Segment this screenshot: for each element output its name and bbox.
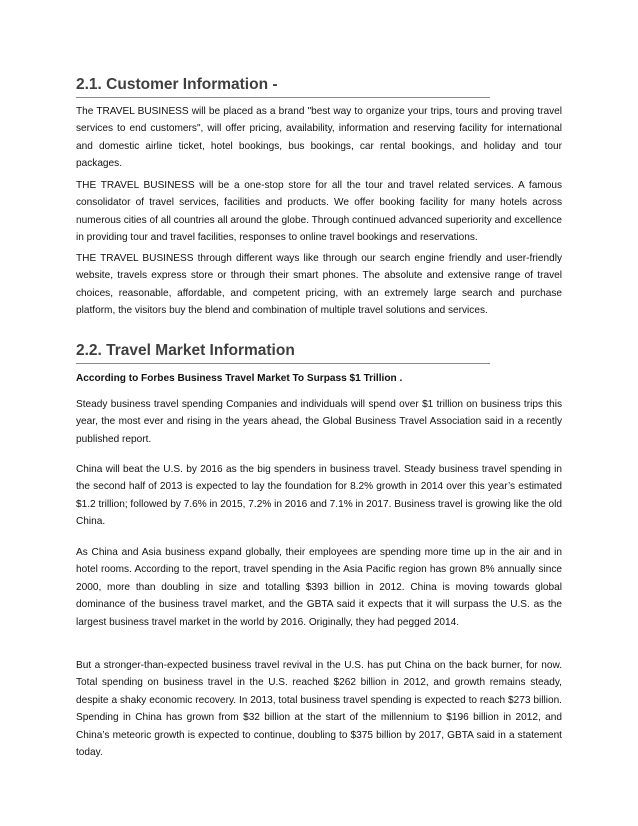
subheading-forbes: According to Forbes Business Travel Market To Surpass $1 Trillion . bbox=[76, 373, 403, 384]
paragraph-brand: The TRAVEL BUSINESS will be placed as a brand "best way to organize your trips, tours and proving travel services to end customers", will offer pricing, availability, information and reserving facility for international and domestic airline ticket, hotel bookings, bus bookings, car rental bookings, and holiday and tour packages. bbox=[76, 106, 562, 170]
paragraph-china-beat-us: China will beat the U.S. by 2016 as the big spenders in business travel. Steady business travel spending in the second half of 2013 is expected to lay the foundation for 8.2% growth in 2014 over this year’s estimated $1.2 trillion; followed by 7.6% in 2015, 7.2% in 2016 and 7.1% in 2017. Business travel is growing like the old China. bbox=[76, 464, 562, 528]
paragraph-trillion: Steady business travel spending Companies and individuals will spend over $1 trillion on business trips this year, the most ever and rising in the years ahead, the Global Business Travel Association said in a recently published report. bbox=[76, 399, 562, 445]
paragraph-asia-expansion: As China and Asia business expand globally, their employees are spending more time up in the air and in hotel rooms. According to the report, travel spending in the Asia Pacific region has grown 8% annually since 2000, more than doubling in size and totalling $393 billion in 2012. China is moving towards global dominance of the business travel market, and the GBTA said it expects that it will surpass the U.S. as the largest business travel market in the world by 2016. Originally, they had pegged 2014. bbox=[76, 547, 562, 628]
heading-underline bbox=[76, 97, 490, 98]
section-heading-customer-information: 2.1. Customer Information - bbox=[76, 76, 278, 93]
heading-underline bbox=[76, 363, 490, 364]
section-heading-travel-market-information: 2.2. Travel Market Information bbox=[76, 342, 295, 359]
paragraph-one-stop-store: THE TRAVEL BUSINESS will be a one-stop store for all the tour and travel related services. A famous consolidator of travel services, facilities and products. We offer booking facility for many hotels across numerous cities of all countries all around the globe. Through continued advanced superiority and excellence in providing tour and travel facilities, responses to online travel bookings and reservations. bbox=[76, 180, 562, 244]
paragraph-channels: THE TRAVEL BUSINESS through different ways like through our search engine friendly and user-friendly website, travels express store or through their smart phones. The absolute and extensive range of travel choices, reasonable, affordable, and competent pricing, with an extremely large search and purchase platform, the visitors buy the blend and combination of multiple travel solutions and services. bbox=[76, 253, 562, 317]
paragraph-us-revival: But a stronger-than-expected business travel revival in the U.S. has put China on the back burner, for now. Total spending on business travel in the U.S. reached $262 billion in 2012, and growth remains steady, despite a shaky economic recovery. In 2013, total business travel spending is expected to reach $273 billion. Spending in China has grown from $32 billion at the start of the millennium to $196 billion in 2012, and China’s meteoric growth is expected to continue, doubling to $375 billion by 2017, GBTA said in a statement today. bbox=[76, 660, 562, 759]
